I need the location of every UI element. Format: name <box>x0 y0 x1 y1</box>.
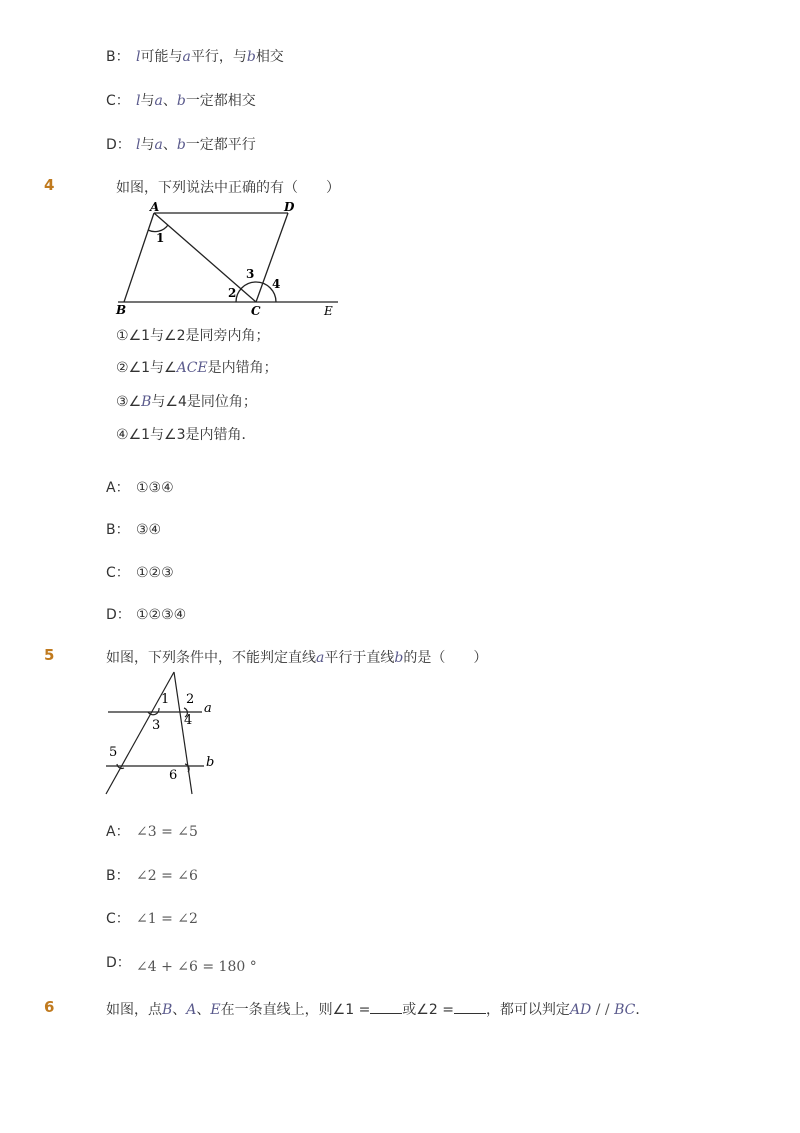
option-text: 相交 <box>255 49 284 65</box>
statement-text: ∠1与∠2 <box>128 328 186 344</box>
stem-text: 、 <box>172 1002 187 1018</box>
question-number: 5 <box>44 646 55 664</box>
option-text: ∠3 = ∠5 <box>136 824 198 840</box>
question-number: 6 <box>44 998 55 1016</box>
var-b: b <box>246 49 256 65</box>
point-a: A <box>186 1002 197 1018</box>
angle-arc-c <box>236 282 276 302</box>
option-text: 与 <box>140 137 155 153</box>
stem-text: 如图，点 <box>106 1002 162 1018</box>
angle-label-4: 4 <box>184 713 193 728</box>
option-text: 、 <box>162 93 177 109</box>
point-e: E <box>210 1002 221 1018</box>
stem-text: 或∠2 = <box>402 1002 454 1018</box>
stem-text: ，都可以判定 <box>485 1002 570 1018</box>
q5-figure <box>100 668 230 798</box>
q4-option-d[interactable] <box>106 604 186 624</box>
option-label: A： <box>106 824 130 840</box>
var-a: a <box>182 49 191 65</box>
segment-ab <box>124 213 154 302</box>
angle-label-2: 2 <box>186 692 195 707</box>
statement-var: B <box>141 394 152 410</box>
q4-option-b[interactable] <box>106 519 161 539</box>
stem-text: 平行于直线 <box>324 650 395 666</box>
option-text: ①②③④ <box>136 607 187 623</box>
option-label: C： <box>106 565 130 581</box>
angle-label-3: 3 <box>152 718 161 733</box>
q5-option-d[interactable] <box>106 952 257 975</box>
statement-text: ∠1与∠3 <box>128 427 186 443</box>
option-text: 平行，与 <box>190 49 247 65</box>
q4-option-a[interactable] <box>106 477 174 497</box>
option-label: C： <box>106 93 130 109</box>
point-label-a: A <box>150 200 160 214</box>
statement-mark: ② <box>116 360 129 376</box>
option-label: C： <box>106 911 130 927</box>
option-text: ①②③ <box>136 565 174 581</box>
statement-text: 与∠4是同位角； <box>151 394 257 410</box>
angle-label-3: 3 <box>246 267 255 281</box>
option-label: A： <box>106 480 130 496</box>
option-text: 可能与 <box>140 49 183 65</box>
statement-mark: ④ <box>116 427 129 443</box>
var-b: b <box>394 650 404 666</box>
segment-bc: BC <box>614 1002 636 1018</box>
option-label: B： <box>106 522 130 538</box>
q3-option-c[interactable] <box>106 90 256 110</box>
stem-text: ． <box>635 1002 650 1018</box>
var-b: b <box>176 137 186 153</box>
q3-option-d[interactable] <box>106 134 256 154</box>
statement-mark: ① <box>116 328 129 344</box>
question-number: 4 <box>44 176 55 194</box>
angle-label-1: 1 <box>161 692 170 707</box>
stem-text: 的是（ ） <box>403 650 488 666</box>
q5-option-a[interactable] <box>106 821 198 841</box>
var-b: b <box>176 93 186 109</box>
angle-label-4: 4 <box>272 277 281 291</box>
q4-statement-4 <box>116 424 255 444</box>
option-text: 一定都平行 <box>185 137 256 153</box>
point-label-c: C <box>251 304 261 318</box>
answer-blank-1[interactable] <box>370 1001 402 1014</box>
line-label-b: b <box>206 755 215 770</box>
statement-text: 是内错角； <box>207 360 278 376</box>
option-text: 与 <box>140 93 155 109</box>
option-label: B： <box>106 868 130 884</box>
point-label-e: E <box>324 304 333 318</box>
q5-option-b[interactable] <box>106 865 198 885</box>
option-text: ∠2 = ∠6 <box>136 868 198 884</box>
angle-label-5: 5 <box>109 745 118 760</box>
angle-label-1: 1 <box>156 231 165 245</box>
statement-text: 是内错角． <box>185 427 256 443</box>
var-a: a <box>154 93 163 109</box>
q3-option-b[interactable] <box>106 46 284 66</box>
var-a: a <box>316 650 325 666</box>
line-label-a: a <box>204 701 212 716</box>
stem-text: 、 <box>196 1002 211 1018</box>
transversal-left <box>106 672 174 794</box>
q4-statement-3 <box>116 391 257 411</box>
statement-mark: ③ <box>116 394 129 410</box>
statement-text: ∠1与∠ <box>128 360 177 376</box>
stem-text: 如图，下列条件中，不能判定直线 <box>106 650 316 666</box>
option-text: 、 <box>162 137 177 153</box>
q4-option-c[interactable] <box>106 562 174 582</box>
stem-text: 在一条直线上，则∠1 = <box>220 1002 371 1018</box>
statement-var: ACE <box>176 360 208 376</box>
angle-label-6: 6 <box>169 768 178 783</box>
angle-arc-6 <box>185 764 189 772</box>
q4-statement-2 <box>116 357 278 377</box>
var-l: l <box>136 93 141 109</box>
option-label: D： <box>106 955 131 971</box>
option-text: ③④ <box>136 522 162 538</box>
option-label: B： <box>106 49 130 65</box>
q4-statement-1 <box>116 325 269 345</box>
option-text: ①③④ <box>136 480 174 496</box>
angle-label-2: 2 <box>228 286 237 300</box>
statement-text: 是同旁内角； <box>185 328 270 344</box>
var-l: l <box>136 49 141 65</box>
q5-stem <box>106 647 487 667</box>
parallel-symbol: / / <box>591 1002 615 1018</box>
point-label-d: D <box>284 200 295 214</box>
var-l: l <box>136 137 141 153</box>
option-label: D： <box>106 137 131 153</box>
answer-blank-2[interactable] <box>454 1001 486 1014</box>
point-b: B <box>162 1002 173 1018</box>
q6-stem <box>106 999 649 1019</box>
q5-option-c[interactable] <box>106 908 198 928</box>
option-text: ∠4 + ∠6 = 180 ° <box>136 959 257 975</box>
option-text: ∠1 = ∠2 <box>136 911 198 927</box>
option-text: 一定都相交 <box>185 93 256 109</box>
q4-figure <box>110 198 350 320</box>
statement-text: ∠ <box>128 394 142 410</box>
q4-stem: 如图，下列说法中正确的有（ ） <box>116 180 340 196</box>
point-label-b: B <box>116 303 127 317</box>
var-a: a <box>154 137 163 153</box>
segment-ad: AD <box>569 1002 592 1018</box>
option-label: D： <box>106 607 131 623</box>
